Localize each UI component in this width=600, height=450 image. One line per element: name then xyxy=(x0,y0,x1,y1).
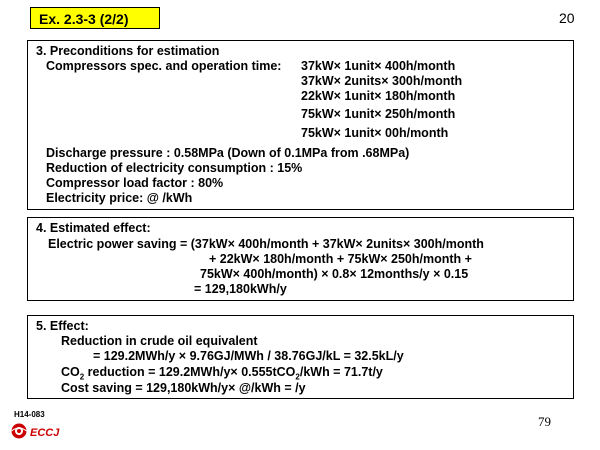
saving-line-1: Electric power saving = (37kW× 400h/month + 37kW× 2units× 300h/month xyxy=(48,237,484,251)
document-code: H14-083 xyxy=(14,410,45,419)
section3-heading: 3. Preconditions for estimation xyxy=(36,44,220,58)
spec-line-1: 37kW× 1unit× 400h/month xyxy=(301,59,456,73)
co2-reduction: $CO_2$ reduction = 129.2MWh/y× 0.555tCO$_2$/kWh = 71.7t/y xyxy=(61,365,383,382)
spec-line-5: 75kW× 1unit× 00h/month xyxy=(301,126,449,140)
saving-line-2: + 22kW× 180h/month + 75kW× 250h/month + xyxy=(209,252,472,266)
spec-line-2: 37kW× 2units× 300h/month xyxy=(301,74,463,88)
crude-oil-label: Reduction in crude oil equivalent xyxy=(61,334,258,348)
section5-heading: 5. Effect: xyxy=(36,319,89,333)
crude-oil-calc: = 129.2MWh/y × 9.76GJ/MWh / 38.76GJ/kL = 32.5kL/y xyxy=(93,349,404,363)
spec-line-4: 75kW× 1unit× 250h/month xyxy=(301,107,456,121)
electricity-reduction: Reduction of electricity consumption : 15% xyxy=(46,161,303,175)
load-factor: Compressor load factor : 80% xyxy=(46,176,224,190)
eccj-logo-icon xyxy=(10,421,90,441)
section4-heading: 4. Estimated effect: xyxy=(36,221,151,235)
saving-line-4: = 129,180kWh/y xyxy=(194,282,287,296)
slide-number: 20 xyxy=(559,10,575,26)
spec-line-3: 22kW× 1unit× 180h/month xyxy=(301,89,456,103)
page-number: 79 xyxy=(538,414,551,429)
electricity-price: Electricity price: @ /kWh xyxy=(46,191,193,205)
svg-text:ECCJ: ECCJ xyxy=(30,427,60,439)
eccj-logo xyxy=(10,421,90,441)
discharge-pressure: Discharge pressure : 0.58MPa (Down of 0.1MPa from .68MPa) xyxy=(46,146,410,160)
slide-title: Ex. 2.3-3 (2/2) xyxy=(30,7,160,29)
spec-label: Compressors spec. and operation time: xyxy=(46,59,282,73)
saving-line-3: 75kW× 400h/month) × 0.8× 12months/y × 0.15 xyxy=(200,267,469,281)
cost-saving: Cost saving = 129,180kWh/y× @/kWh = /y xyxy=(61,381,306,395)
